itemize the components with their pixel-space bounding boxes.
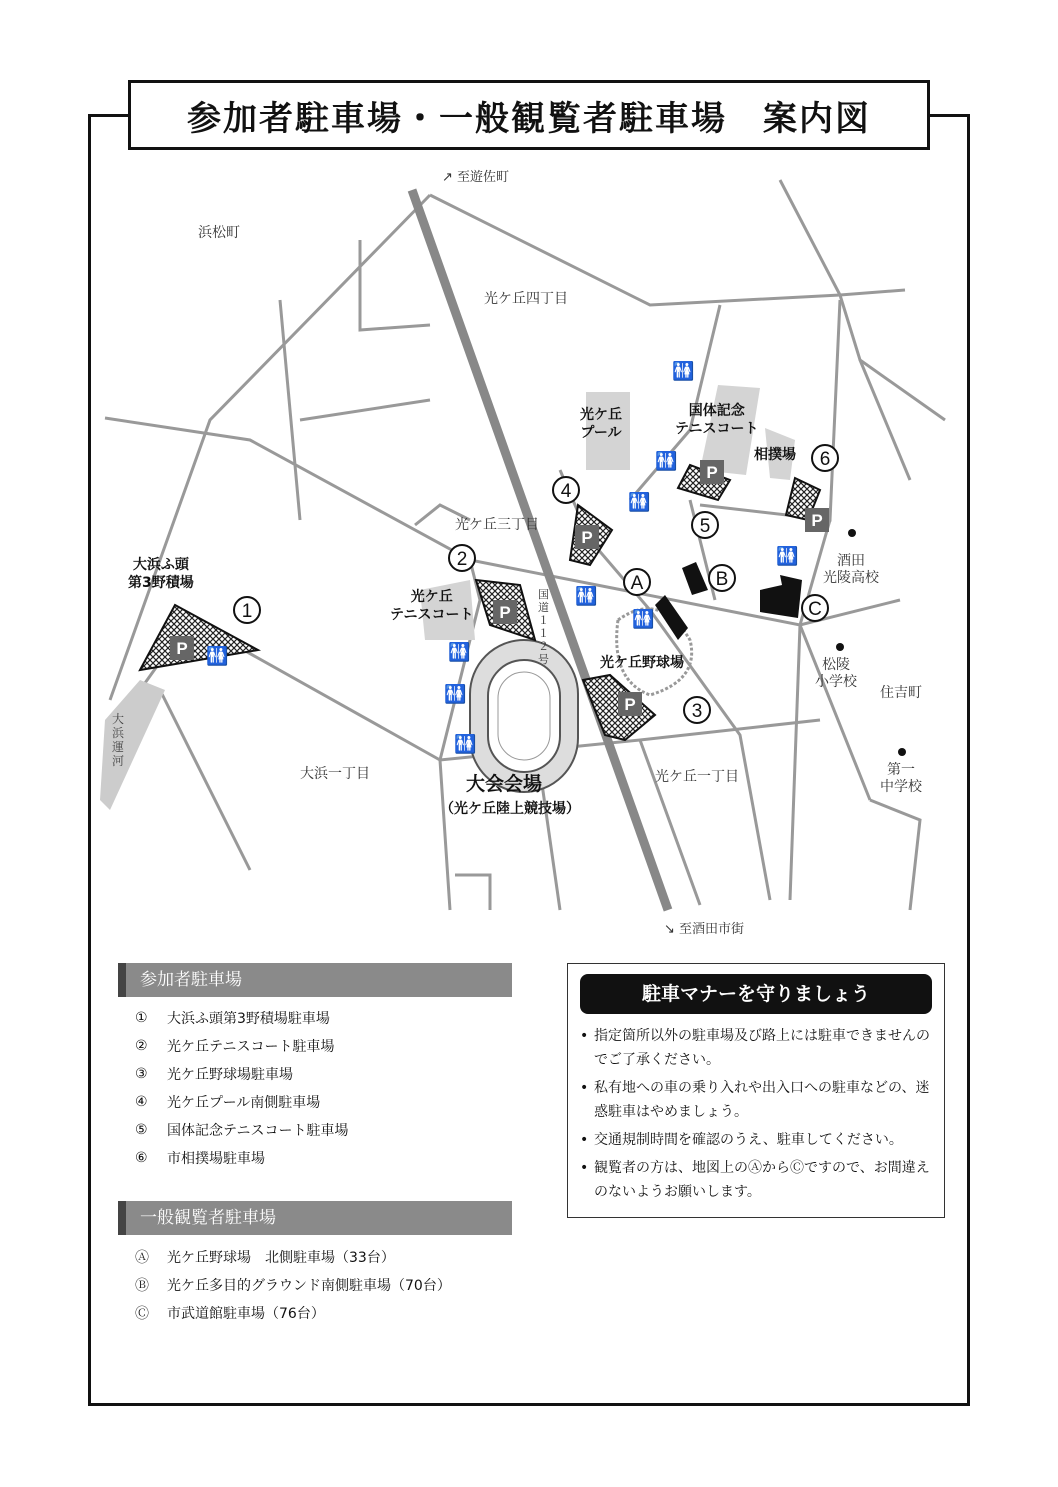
- shoryo-elem-label: 松陵 小学校: [815, 657, 857, 690]
- venue-sub-label: （光ケ丘陸上競技場）: [440, 801, 580, 817]
- restroom-icon: 🚻: [454, 734, 477, 755]
- list-item: Ⓒ 市武道館駐車場（76台）: [135, 1306, 325, 1322]
- shoryo-elem-dot: [836, 643, 844, 651]
- spectator-lot-b: [682, 562, 708, 595]
- restroom-icon: 🚻: [448, 642, 471, 663]
- parking-sign-3: P: [624, 695, 636, 714]
- restroom-icon: 🚻: [655, 451, 678, 472]
- parking-sign-6: P: [811, 511, 823, 530]
- list-item: ② 光ケ丘テニスコート駐車場: [135, 1038, 335, 1055]
- parking-manners-title: 駐車マナーを守りましょう: [580, 974, 932, 1014]
- area-label: 光ケ丘三丁目: [455, 517, 539, 533]
- list-item: ① 大浜ふ頭第3野積場駐車場: [135, 1010, 330, 1027]
- list-item: Ⓐ 光ケ丘野球場 北側駐車場（33台）: [135, 1250, 395, 1266]
- marker-5: 5: [699, 516, 711, 537]
- spectator-parking-list: [135, 1243, 451, 1327]
- spectator-lot-c: [760, 575, 802, 618]
- area-label: 大浜一丁目: [300, 766, 370, 782]
- marker-1: 1: [241, 601, 253, 622]
- area-label: 浜松町: [198, 225, 240, 241]
- restroom-icon: 🚻: [632, 609, 655, 630]
- baseball-label: 光ケ丘野球場: [600, 655, 684, 671]
- stadium: [470, 640, 578, 792]
- canal-label: 大浜運河: [112, 712, 125, 768]
- parking-manners-list: [580, 1024, 936, 1208]
- kokutai-tennis-label: 国体記念 テニスコート: [675, 403, 759, 437]
- area-label: 光ケ丘一丁目: [655, 769, 739, 785]
- list-item: ⑤ 国体記念テニスコート駐車場: [135, 1122, 349, 1139]
- marker-4: 4: [560, 481, 572, 502]
- pool-label: 光ケ丘 プール: [580, 407, 622, 441]
- restroom-icon: 🚻: [628, 492, 651, 513]
- direction-south: ↘ 至酒田市街: [664, 922, 745, 937]
- parking-sign-4: P: [581, 528, 593, 547]
- koryo-high-label: 酒田 光陵高校: [823, 553, 879, 586]
- tennis-court-label: 光ケ丘 テニスコート: [390, 589, 474, 623]
- list-item: ⑥ 市相撲場駐車場: [135, 1150, 265, 1167]
- restroom-icon: 🚻: [672, 361, 695, 382]
- parking-sign-1: P: [176, 639, 188, 658]
- marker-a: A: [630, 573, 644, 594]
- marker-6: 6: [819, 449, 831, 470]
- list-item: • 指定箇所以外の駐車場及び路上には駐車できませんのでご了承ください。: [580, 1024, 936, 1072]
- area-label: 光ケ丘四丁目: [484, 291, 568, 307]
- daiichi-jhs-label: 第一 中学校: [880, 762, 922, 795]
- sumo-label: 相撲場: [754, 447, 796, 463]
- spectator-parking-heading: 一般観覧者駐車場: [118, 1201, 512, 1235]
- direction-north: ↗ 至遊佐町: [442, 170, 510, 185]
- parking-sign-5: P: [706, 463, 718, 482]
- participant-parking-heading: 参加者駐車場: [118, 963, 512, 997]
- page-title: 参加者駐車場・一般観覧者駐車場 案内図: [128, 80, 930, 150]
- list-item: • 私有地への車の乗り入れや出入口への駐車などの、迷惑駐車はやめましょう。: [580, 1076, 936, 1124]
- koryo-high-dot: [848, 529, 856, 537]
- ohama-yard-label: 大浜ふ頭 第3野積場: [128, 557, 194, 591]
- participant-parking-list: [135, 1004, 348, 1172]
- venue-label: 大会会場: [466, 773, 543, 795]
- daiichi-jhs-dot: [898, 748, 906, 756]
- marker-c: C: [808, 599, 822, 620]
- restroom-icon: 🚻: [206, 646, 229, 667]
- list-item: ③ 光ケ丘野球場駐車場: [135, 1066, 293, 1083]
- marker-3: 3: [691, 701, 703, 722]
- restroom-icon: 🚻: [444, 684, 467, 705]
- list-item: Ⓑ 光ケ丘多目的グラウンド南側駐車場（70台）: [135, 1278, 451, 1294]
- list-item: ④ 光ケ丘プール南側駐車場: [135, 1094, 321, 1111]
- parking-sign-2: P: [499, 603, 511, 622]
- parking-manners-box: [567, 963, 945, 1218]
- marker-2: 2: [456, 549, 468, 570]
- restroom-icon: 🚻: [776, 546, 799, 567]
- list-item: • 交通規制時間を確認のうえ、駐車してください。: [580, 1128, 936, 1152]
- route-label: 国道１１２号: [538, 588, 549, 666]
- list-item: • 観覧者の方は、地図上のⒶからⒸですので、お間違えのないようお願いします。: [580, 1156, 936, 1204]
- marker-b: B: [715, 569, 729, 590]
- area-label: 住吉町: [880, 685, 922, 701]
- restroom-icon: 🚻: [575, 586, 598, 607]
